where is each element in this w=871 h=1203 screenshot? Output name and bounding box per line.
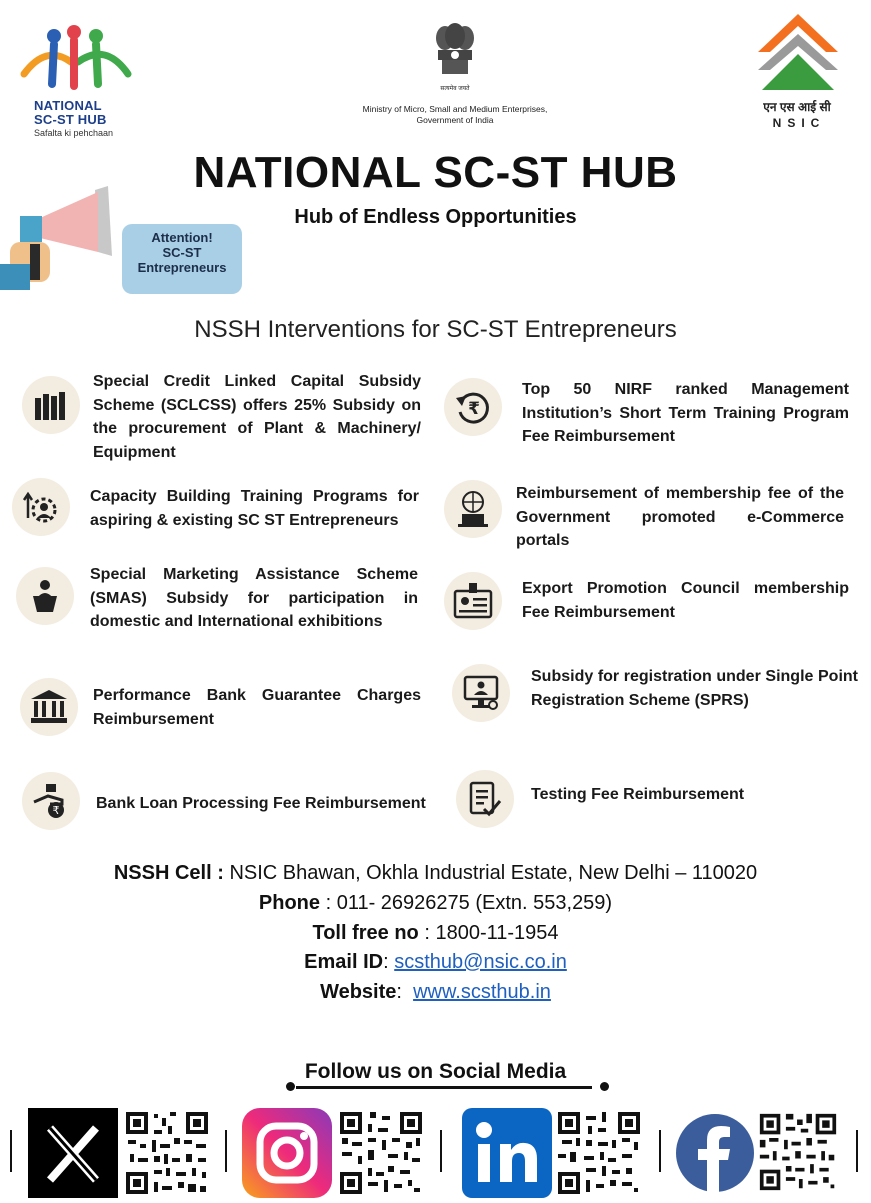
website-separator: : (396, 981, 414, 1003)
factory-icon (22, 376, 80, 434)
megaphone-icon (0, 186, 130, 296)
separator (856, 1130, 858, 1172)
qr-code-linkedin (556, 1110, 642, 1196)
follow-dot-right (600, 1082, 609, 1091)
qr-code-instagram (338, 1110, 424, 1196)
qr-code-x (124, 1110, 210, 1196)
instagram-icon[interactable] (242, 1108, 332, 1198)
cell-label: NSSH Cell : (113, 862, 224, 884)
follow-underline (296, 1086, 592, 1089)
contact-phone (0, 892, 871, 915)
contact-tollfree (0, 922, 871, 945)
follow-label: Follow us on Social Media (304, 1060, 567, 1083)
separator (225, 1130, 227, 1172)
follow-heading (0, 1060, 871, 1094)
ashoka-emblem-icon (432, 22, 478, 84)
linkedin-icon[interactable] (462, 1108, 552, 1198)
item-text: Subsidy for registration under Single Point Registration Scheme (SPRS) (531, 668, 858, 709)
attention-banner (122, 224, 242, 294)
website-label: Website (320, 981, 397, 1003)
email-separator: : (383, 951, 395, 973)
bank-icon (20, 678, 78, 736)
nsic-hindi-name: एन एस आई सी (763, 100, 831, 114)
contact-cell (0, 862, 871, 885)
national-sc-st-hub-logo (16, 24, 146, 140)
nsic-logo (752, 14, 842, 134)
checklist-icon (456, 770, 514, 828)
item-text: Special Credit Linked Capital Subsidy Scheme (SCLCSS) offers 25% Subsidy on the procurement of Plant & Machinery/ Equipment (93, 373, 421, 461)
tollfree-label: Toll free no (312, 922, 419, 944)
contact-email (0, 951, 871, 974)
qr-code-facebook (758, 1112, 838, 1192)
item-text: Top 50 NIRF ranked Management Institution’s Short Term Training Program Fee Reimbursement (522, 381, 849, 445)
item-text: Reimbursement of membership fee of the Government promoted e-Commerce portals (516, 485, 844, 549)
brand-tagline: Safalta ki pehchaan (34, 128, 114, 138)
loan-hand-icon (22, 772, 80, 830)
chevron-logo-icon (758, 14, 838, 90)
brand-name-line2: SC-ST HUB (34, 112, 107, 127)
separator (10, 1130, 12, 1172)
phone-label: Phone (258, 892, 321, 914)
item-text: Special Marketing Assistance Scheme (SMAS) Subsidy for participation in domestic and International exhibitions (90, 566, 418, 630)
nsic-english-name: NSIC (772, 116, 826, 130)
item-text: Performance Bank Guarantee Charges Reimbursement (93, 687, 421, 728)
globe-laptop-icon (444, 480, 502, 538)
emblem-caption: सत्यमेव जयते (440, 86, 470, 92)
government-emblem (340, 22, 570, 132)
megaphone-illustration (0, 186, 250, 306)
x-twitter-icon[interactable] (28, 1108, 118, 1198)
item-text: Export Promotion Council membership Fee Reimbursement (522, 580, 849, 621)
ministry-line1: Ministry of Micro, Small and Medium Enterprises, (362, 104, 548, 114)
attention-line3: Entrepreneurs (137, 260, 227, 275)
separator (659, 1130, 661, 1172)
email-label: Email ID (304, 951, 384, 973)
brand-name-line1: NATIONAL (34, 98, 102, 113)
cell-address: NSIC Bhawan, Okhla Industrial Estate, New Delhi – 110020 (223, 862, 758, 884)
separator (440, 1130, 442, 1172)
item-text: Capacity Building Training Programs for aspiring & existing SC ST Entrepreneurs (90, 488, 419, 529)
id-card-icon (444, 572, 502, 630)
rupee-refund-icon (444, 378, 502, 436)
tollfree-value: : 1800-11-1954 (418, 922, 559, 944)
email-link[interactable]: scsthub@nsic.co.in (394, 951, 567, 973)
facebook-icon[interactable] (676, 1114, 754, 1192)
speaker-podium-icon (16, 567, 74, 625)
ministry-line2: Government of India (416, 115, 494, 125)
section-title: NSSH Interventions for SC-ST Entrepreneurs (194, 316, 677, 343)
training-gear-icon (12, 478, 70, 536)
registration-screen-icon (452, 664, 510, 722)
contact-website (0, 981, 871, 1004)
attention-line1: Attention! (151, 230, 213, 245)
item-text: Testing Fee Reimbursement (531, 786, 745, 803)
website-link[interactable]: www.scsthub.in (413, 981, 551, 1003)
svg-text:₹: ₹ (52, 804, 60, 817)
attention-line2: SC-ST (162, 245, 202, 260)
page-title: NATIONAL SC-ST HUB (193, 148, 678, 197)
people-icon (16, 24, 136, 94)
page-subtitle: Hub of Endless Opportunities (294, 206, 577, 228)
follow-dot-left (286, 1082, 295, 1091)
phone-value: : 011- 26926275 (Extn. 553,259) (320, 892, 613, 914)
item-text: Bank Loan Processing Fee Reimbursement (96, 795, 426, 812)
svg-text:₹: ₹ (468, 399, 480, 419)
